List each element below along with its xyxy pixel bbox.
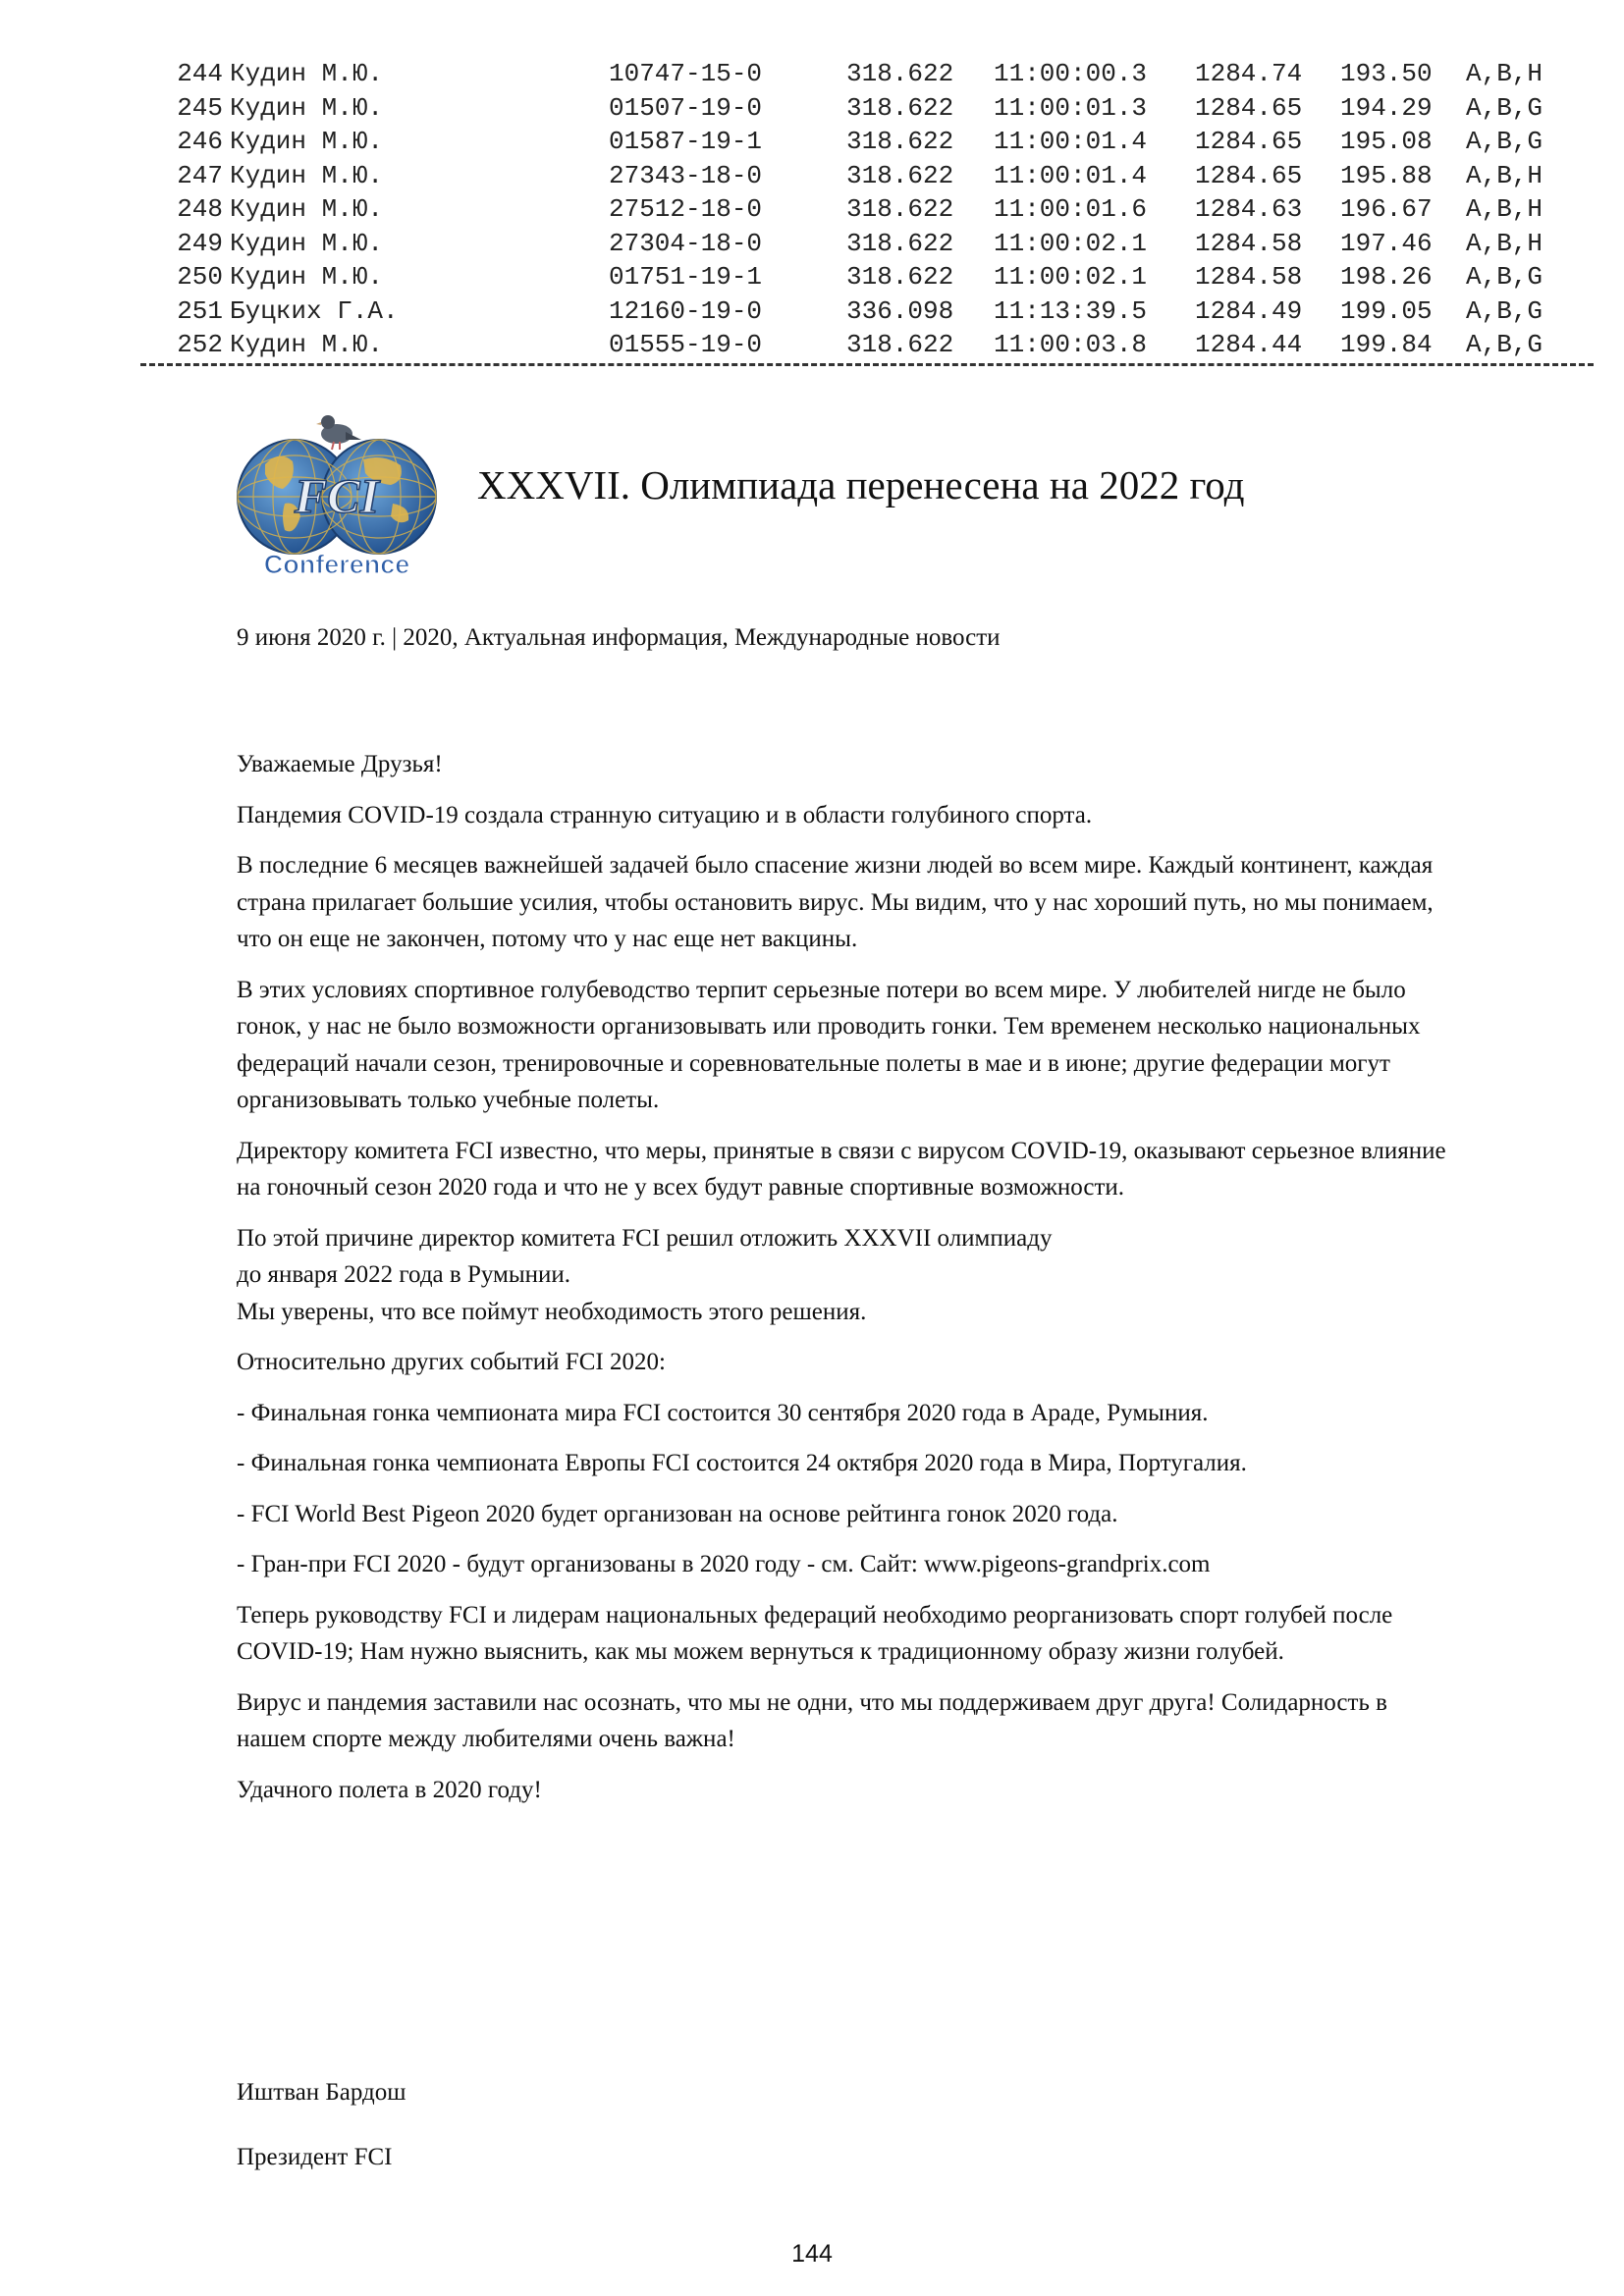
paragraph: Удачного полета в 2020 году!	[237, 1776, 542, 1803]
decision-line: По этой причине директор комитета FCI решил отложить XXXVII олимпиаду	[237, 1224, 1053, 1252]
decision-line: до января 2022 года в Румынии.	[237, 1261, 571, 1288]
paragraph: Вирус и пандемия заставили нас осознать, что мы не одни, что мы поддерживаем друг друга! Солидарность в нашем спорте между любителями очень важна!	[237, 1688, 1387, 1752]
signature-name: Иштван Бардош	[237, 2079, 406, 2106]
table-row: 247 Кудин М.Ю. 27343-18-0 318.622 11:00:01.4 1284.65 195.88 A,B,H	[177, 160, 1543, 190]
decision-paragraph	[237, 1220, 1454, 1331]
table-row: 244 Кудин М.Ю. 10747-15-0 318.622 11:00:00.3 1284.74 193.50 A,B,H	[177, 59, 1543, 88]
event-item: - Финальная гонка чемпионата мира FCI состоится 30 сентября 2020 года в Араде, Румыния.	[237, 1399, 1209, 1426]
paragraph: В последние 6 месяцев важнейшей задачей было спасение жизни людей во всем мире. Каждый континент, каждая страна прилагает большие усилия, чтобы остановить вирус. Мы видим, что у нас хороший путь, но мы понимаем, что он еще не закончен, потому что у нас еще нет вакцины.	[237, 852, 1434, 952]
table-row: 248 Кудин М.Ю. 27512-18-0 318.622 11:00:01.6 1284.63 196.67 A,B,H	[177, 194, 1543, 224]
article-title: XXXVII. Олимпиада перенесена на 2022 год	[477, 462, 1245, 507]
page-number: 144	[791, 2240, 833, 2268]
svg-text:Conference: Conference	[263, 550, 410, 579]
paragraph: Пандемия COVID-19 создала странную ситуацию и в области голубиного спорта.	[237, 801, 1093, 828]
dashed-divider	[140, 363, 1594, 366]
signature-title: Президент FCI	[237, 2144, 393, 2170]
event-item: - Финальная гонка чемпионата Европы FCI состоится 24 октября 2020 года в Мира, Португалия.	[237, 1450, 1247, 1476]
article-meta: 9 июня 2020 г. | 2020, Актуальная информация, Международные новости	[237, 624, 1001, 651]
table-row: 250 Кудин М.Ю. 01751-19-1 318.622 11:00:02.1 1284.58 198.26 A,B,G	[177, 262, 1543, 292]
results-table	[157, 57, 1574, 362]
table-row: 251 Буцких Г.А. 12160-19-0 336.098 11:13:39.5 1284.49 199.05 A,B,G	[177, 295, 1543, 326]
paragraph: Директору комитета FCI известно, что меры, принятые в связи с вирусом COVID-19, оказывают серьезное влияние на гоночный сезон 2020 года и что не у всех будут равные спортивные возможности.	[237, 1137, 1446, 1201]
paragraph: Теперь руководству FCI и лидерам национальных федераций необходимо реорганизовать спорт голубей после COVID-19; Нам нужно выяснить, как мы можем вернуться к традиционному образу жизни голубей.	[237, 1601, 1393, 1665]
table-row: 249 Кудин М.Ю. 27304-18-0 318.622 11:00:02.1 1284.58 197.46 A,B,H	[177, 228, 1543, 258]
svg-text:FCI: FCI	[294, 468, 380, 523]
table-row: 246 Кудин М.Ю. 01587-19-1 318.622 11:00:01.4 1284.65 195.08 A,B,G	[177, 127, 1543, 156]
table-row: 252 Кудин М.Ю. 01555-19-0 318.622 11:00:03.8 1284.44 199.84 A,B,G	[177, 330, 1543, 359]
decision-line: Мы уверены, что все поймут необходимость этого решения.	[237, 1298, 867, 1325]
event-item: - Гран-при FCI 2020 - будут организованы в 2020 году - см. Сайт: www.pigeons-grandprix.com	[237, 1551, 1211, 1577]
event-item: - FCI World Best Pigeon 2020 будет организован на основе рейтинга гонок 2020 года.	[237, 1500, 1118, 1527]
events-intro: Относительно других событий FCI 2020:	[237, 1349, 666, 1375]
paragraph: В этих условиях спортивное голубеводство терпит серьезные потери во всем мире. У любителей нигде не было гонок, у нас не было возможности организовывать или проводить гонки. Тем временем несколько национальных федераций начали сезон, тренировочные и соревновательные полеты в мае и в июне; другие федерации могут организовывать только учебные полеты.	[237, 976, 1421, 1113]
fci-conference-logo	[236, 410, 438, 583]
article-body	[237, 746, 1454, 1822]
greeting: Уважаемые Друзья!	[237, 751, 443, 777]
table-row: 245 Кудин М.Ю. 01507-19-0 318.622 11:00:01.3 1284.65 194.29 A,B,G	[177, 92, 1543, 123]
